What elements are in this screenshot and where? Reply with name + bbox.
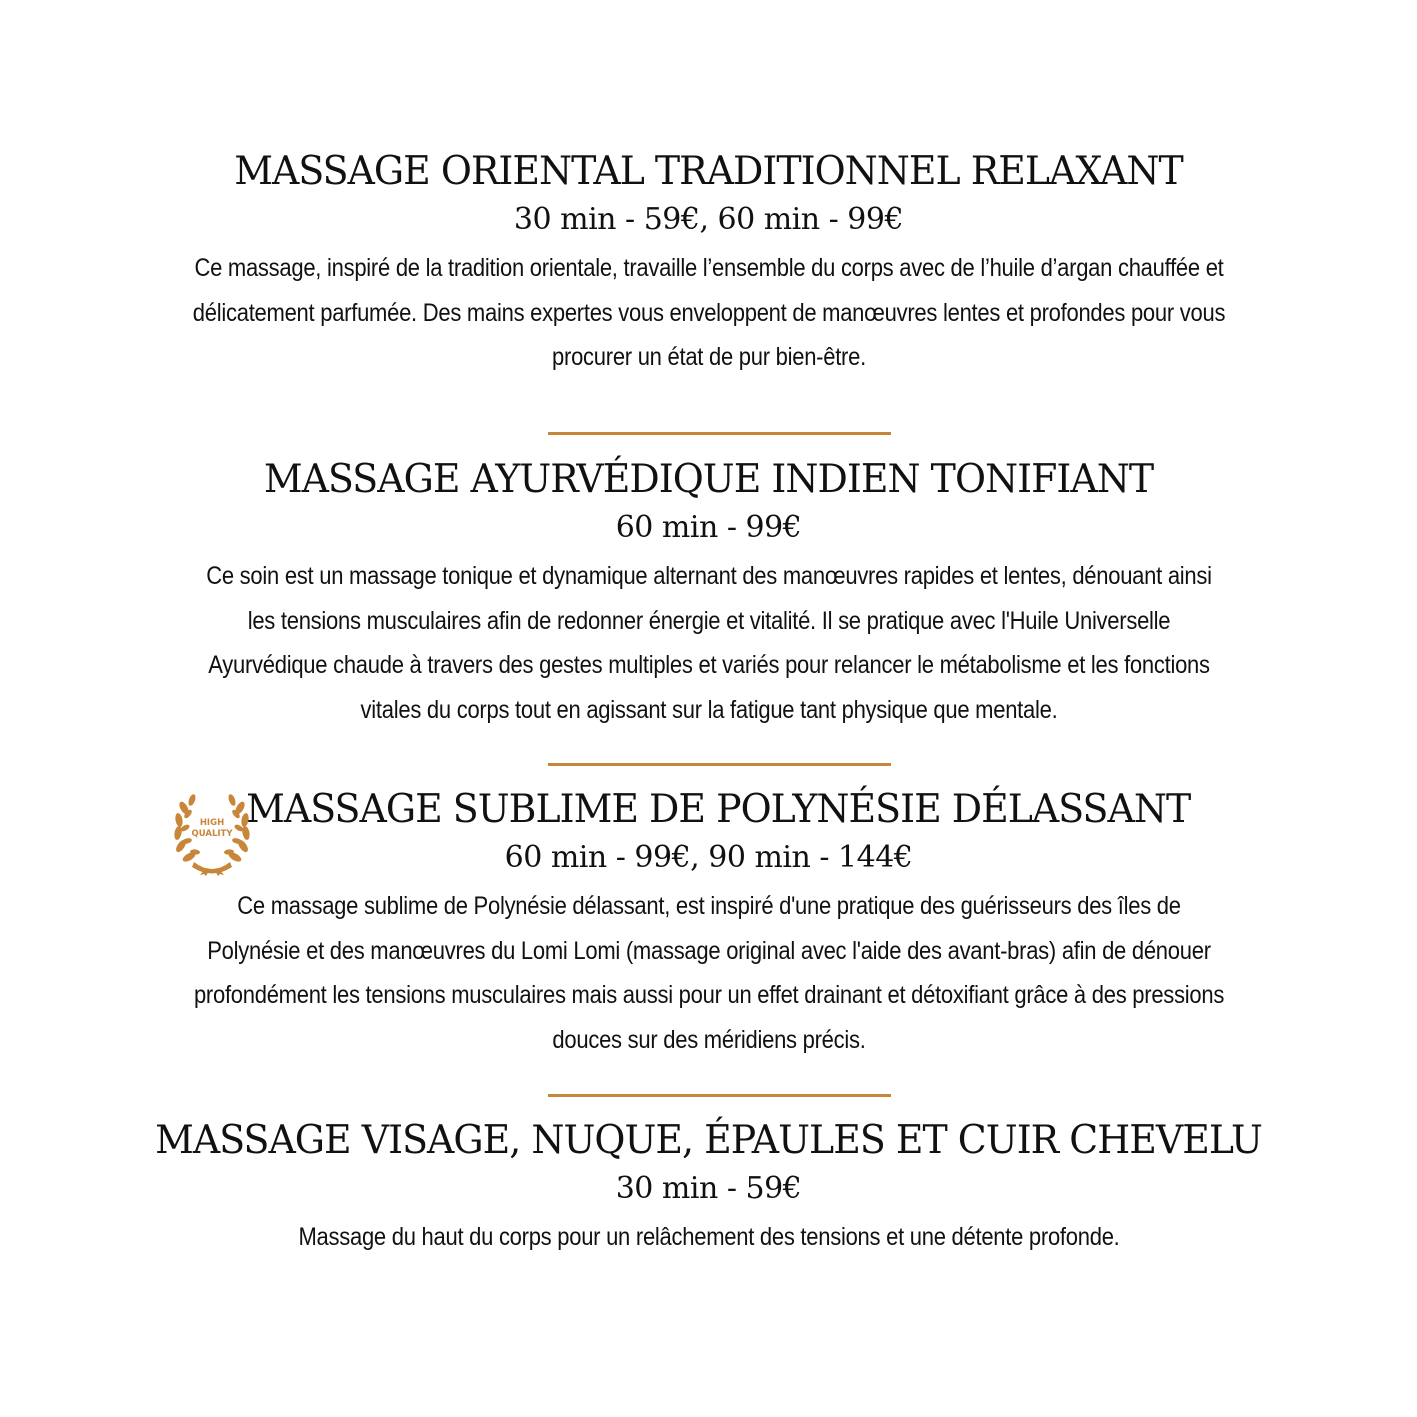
- section-divider: [548, 763, 891, 766]
- section-title: MASSAGE ORIENTAL TRADITIONNEL RELAXANT: [234, 149, 1183, 194]
- section-description: Ce soin est un massage tonique et dynamique alternant des manœuvres rapides et lentes, dénouant ainsi les tensions musculaires afin de redonner énergie et vitalité. Il se pratique avec l'Huile Universelle Ayurvédique chaude à travers des gestes multiples et variés pour relancer le métabolisme et les fonctions vitales du corps tout en agissant sur la fatigue tant physique que mentale.: [205, 562, 1212, 724]
- section-title: MASSAGE VISAGE, NUQUE, ÉPAULES ET CUIR CHEVELU: [155, 1118, 1262, 1163]
- section-ayurvedique: [0, 456, 1417, 732]
- section-divider: [548, 432, 891, 435]
- section-title: MASSAGE SUBLIME DE POLYNÉSIE DÉLASSANT: [246, 787, 1191, 832]
- section-title: MASSAGE AYURVÉDIQUE INDIEN TONIFIANT: [263, 457, 1154, 502]
- section-polynesie: [0, 786, 1417, 1062]
- section-description: Ce massage sublime de Polynésie délassant, est inspiré d'une pratique des guérisseurs des îles de Polynésie et des manœuvres du Lomi Lomi (massage original avec l'aide des avant-bras) afin de dénouer profondément les tensions musculaires mais aussi pour un effet drainant et détoxifiant grâce à des pressions douces sur des méridiens précis.: [193, 892, 1224, 1054]
- section-divider: [548, 1094, 891, 1097]
- section-oriental: [0, 148, 1417, 380]
- section-visage: [0, 1117, 1417, 1260]
- section-price: 30 min - 59€: [615, 1171, 802, 1206]
- section-price: 30 min - 59€, 60 min - 99€: [513, 202, 904, 237]
- section-price: 60 min - 99€: [615, 510, 802, 545]
- badge-line1: HIGH: [199, 818, 225, 828]
- section-price: 60 min - 99€, 90 min - 144€: [504, 840, 913, 875]
- section-description: Ce massage, inspiré de la tradition orientale, travaille l’ensemble du corps avec de l’huile d’argan chauffée et délicatement parfumée. Des mains expertes vous enveloppent de manœuvres lentes et profondes pour vous procurer un état de pur bien-être.: [192, 254, 1225, 371]
- section-description: Massage du haut du corps pour un relâchement des tensions et une détente profonde.: [297, 1223, 1120, 1251]
- badge-line2: QUALITY: [191, 829, 233, 839]
